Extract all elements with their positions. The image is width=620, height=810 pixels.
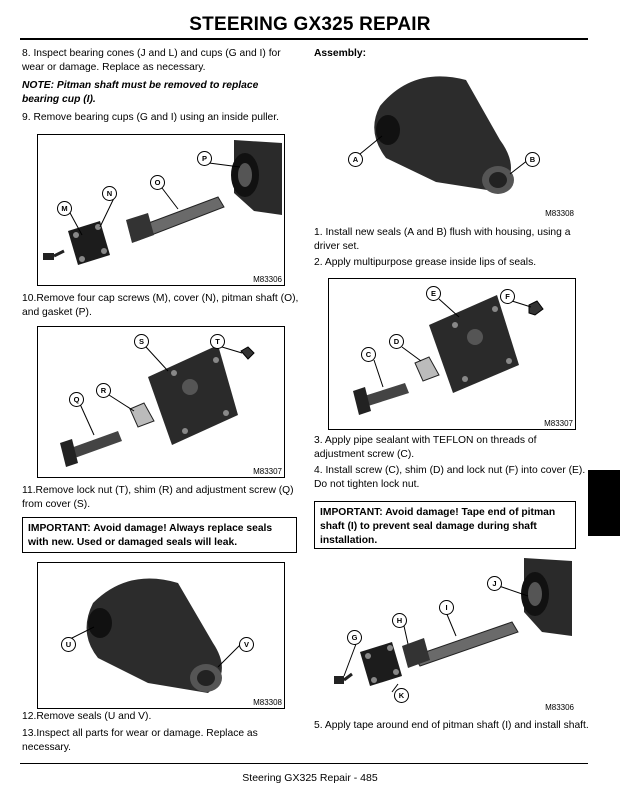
figure-code: M83308 — [253, 698, 282, 707]
pitman-shaft-illustration — [38, 135, 284, 285]
callout-q: Q — [69, 392, 84, 407]
page-title: STEERING GX325 REPAIR — [189, 14, 431, 35]
step-2: 2. Apply multipurpose grease inside lips of seals. — [314, 257, 537, 268]
note: NOTE: Pitman shaft must be removed to replace bearing cup (I). — [22, 80, 259, 105]
step-3: 3. Apply pipe sealant with TEFLON on threads of adjustment screw (C). — [314, 435, 537, 460]
footer-rule — [20, 763, 588, 764]
step-1: 1. Install new seals (A and B) flush with housing, using a driver set. — [314, 227, 571, 252]
step-13: 13.Inspect all parts for wear or damage. Replace as necessary. — [22, 728, 258, 753]
callout-c: C — [361, 347, 376, 362]
callout-n: N — [102, 186, 117, 201]
step-4: 4. Install screw (C), shim (D) and lock nut (F) into cover (E). Do not tighten lock nut. — [314, 465, 586, 490]
callout-r: R — [96, 383, 111, 398]
callout-s: S — [134, 334, 149, 349]
figure-code: M83306 — [545, 703, 574, 712]
callout-a: A — [348, 152, 363, 167]
page-footer: Steering GX325 Repair - 485 — [242, 772, 378, 784]
figure-code: M83307 — [544, 419, 573, 428]
figure-seal-removal — [37, 562, 285, 709]
figure-cover-assembly — [328, 278, 576, 430]
step-12: 12.Remove seals (U and V). — [22, 711, 152, 722]
callout-d: D — [389, 334, 404, 349]
callout-o: O — [150, 175, 165, 190]
figure-code: M83308 — [545, 209, 574, 218]
figure-pitman-shaft-install — [328, 556, 574, 714]
header-rule — [20, 38, 588, 40]
figure-seal-install — [328, 66, 574, 220]
callout-h: H — [392, 613, 407, 628]
callout-i: I — [439, 600, 454, 615]
assembly-heading: Assembly: — [314, 48, 367, 59]
important-box: IMPORTANT: Avoid damage! Always replace seals with new. Used or damaged seals will leak. — [22, 517, 297, 553]
callout-u: U — [61, 637, 76, 652]
callout-j: J — [487, 576, 502, 591]
callout-p: P — [197, 151, 212, 166]
figure-code: M83306 — [253, 275, 282, 284]
figure-pitman-shaft-removal — [37, 134, 285, 286]
step-10: 10.Remove four cap screws (M), cover (N), pitman shaft (O), and gasket (P). — [22, 293, 299, 318]
callout-e: E — [426, 286, 441, 301]
step-8: 8. Inspect bearing cones (J and L) and cups (G and I) for wear or damage. Replace as necessary. — [22, 48, 281, 73]
pitman-shaft-illustration — [328, 556, 574, 714]
callout-f: F — [500, 289, 515, 304]
step-11: 11.Remove lock nut (T), shim (R) and adjustment screw (Q) from cover (S). — [22, 485, 294, 510]
figure-code: M83307 — [253, 467, 282, 476]
important-box: IMPORTANT: Avoid damage! Tape end of pitman shaft (I) to prevent seal damage during shaft installation. — [314, 501, 576, 549]
housing-illustration — [38, 563, 284, 708]
callout-t: T — [210, 334, 225, 349]
callout-k: K — [394, 688, 409, 703]
step-5: 5. Apply tape around end of pitman shaft (I) and install shaft. — [314, 720, 589, 731]
step-9: 9. Remove bearing cups (G and I) using an inside puller. — [22, 112, 279, 123]
housing-illustration — [328, 66, 574, 220]
callout-g: G — [347, 630, 362, 645]
callout-m: M — [57, 201, 72, 216]
figure-cover-removal — [37, 326, 285, 478]
callout-b: B — [525, 152, 540, 167]
callout-v: V — [239, 637, 254, 652]
section-tab — [588, 470, 620, 536]
